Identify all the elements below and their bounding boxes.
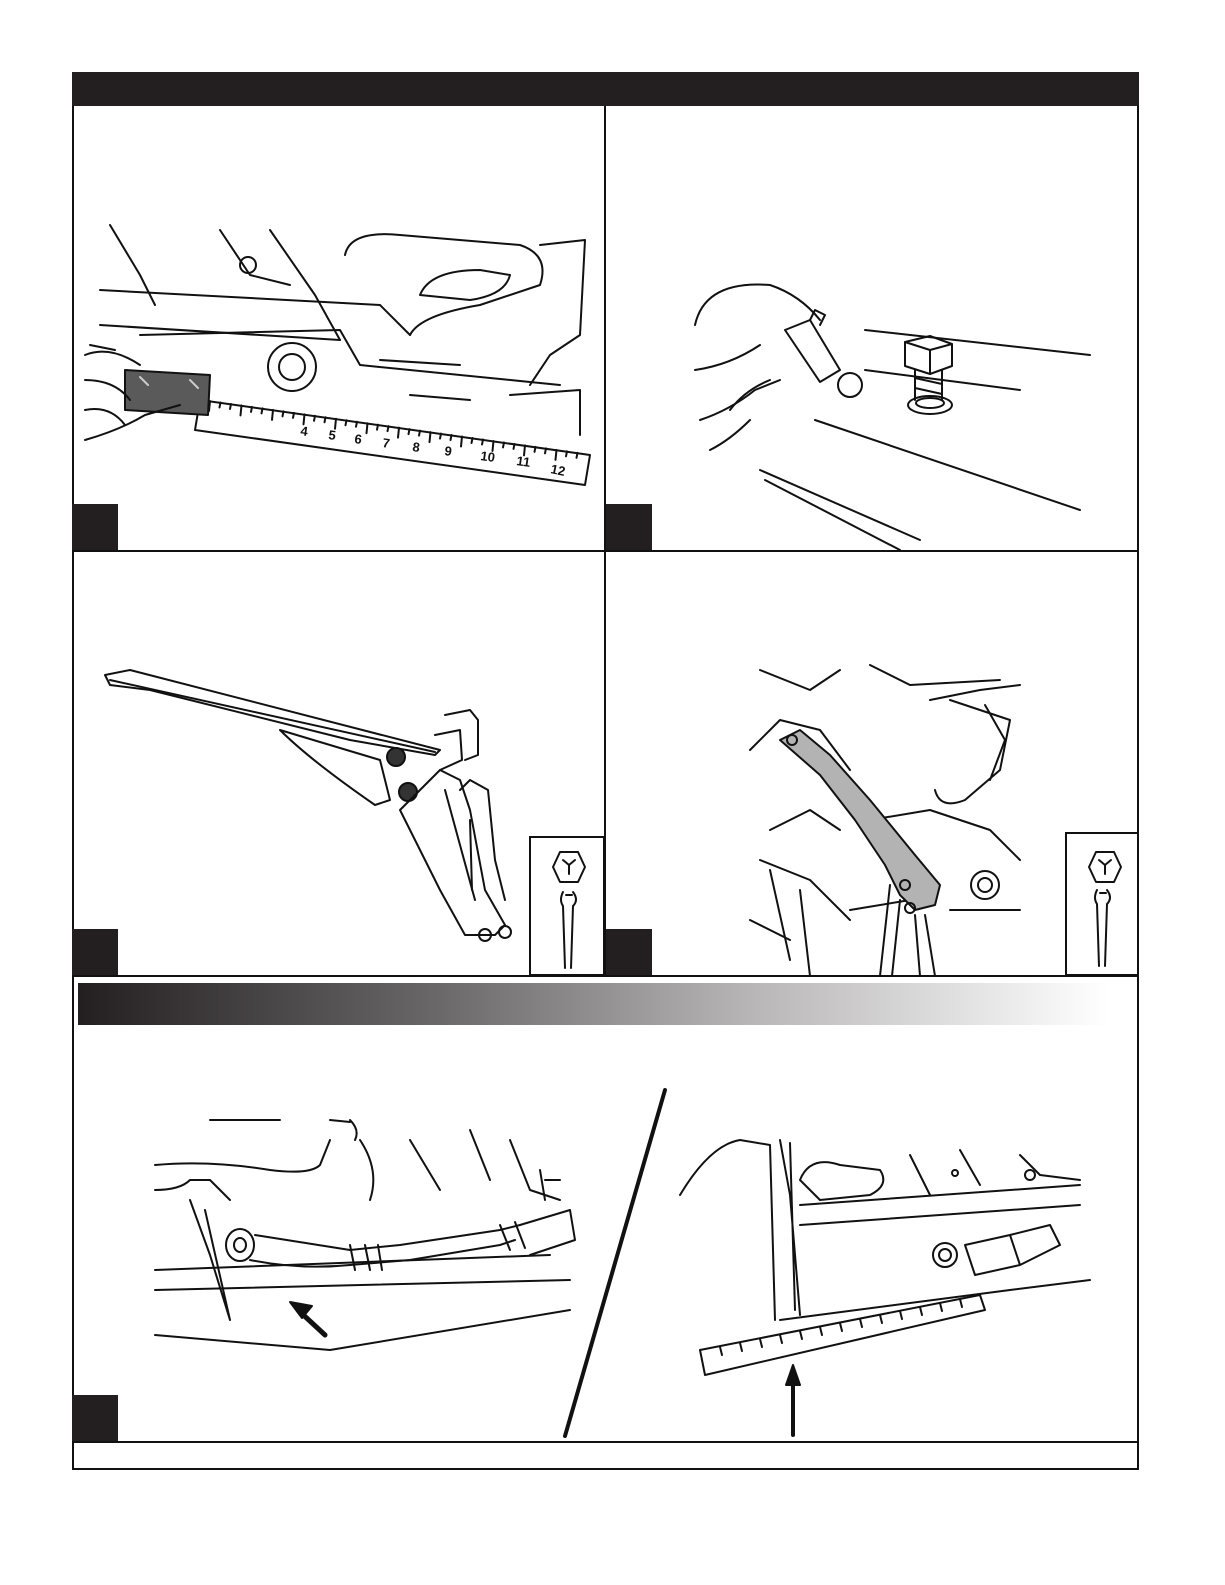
hex-bolt-icon	[1087, 850, 1123, 884]
tape-tick-label: 12	[549, 461, 567, 479]
tape-tick-label: 7	[381, 435, 391, 451]
tape-tick	[220, 402, 221, 407]
tape-tick	[356, 422, 357, 427]
tape-tick	[230, 404, 231, 409]
tape-tick	[472, 438, 473, 443]
tape-tick	[566, 451, 567, 456]
tape-tick	[556, 450, 557, 460]
tape-tick	[293, 413, 294, 418]
tape-tick	[409, 429, 410, 434]
tape-tick	[377, 425, 378, 430]
tape-tick	[272, 410, 273, 420]
tape-tick-label: 9	[443, 443, 453, 459]
tape-tick	[482, 439, 483, 444]
tape-tick	[325, 417, 326, 422]
fastener-illustration	[690, 270, 1100, 550]
step-tab-4	[606, 929, 652, 975]
tape-tick	[241, 405, 242, 415]
row-divider-1	[72, 550, 1139, 552]
brace-assembly-illustration	[100, 660, 530, 950]
tape-tick	[440, 434, 441, 439]
tape-tick-label: 4	[299, 423, 309, 439]
tape-tick	[577, 453, 578, 458]
tape-tick	[388, 426, 389, 431]
tool-legend-box	[1065, 832, 1139, 976]
row-divider-3	[72, 1441, 1139, 1443]
tape-tick-label: 8	[411, 439, 421, 455]
frame-measurement-illustration	[80, 215, 600, 495]
tape-tick	[314, 416, 315, 421]
tape-tick-label: 10	[479, 448, 496, 465]
step-tab-2	[606, 504, 652, 550]
wrench-icon	[1091, 888, 1115, 968]
tape-tick-label: 11	[515, 453, 532, 470]
ruler-ticks	[720, 1299, 962, 1355]
step-tab-5	[72, 1395, 118, 1441]
tape-tick	[398, 428, 399, 438]
tape-tick	[419, 431, 420, 436]
step-tab-1	[72, 504, 118, 550]
hose-illustration	[150, 1110, 580, 1355]
tape-tick-label: 6	[353, 431, 363, 447]
header-bar	[72, 72, 1139, 106]
section-title	[78, 993, 90, 1015]
tape-tick	[545, 448, 546, 453]
tape-tick	[503, 442, 504, 447]
tape-tick	[346, 420, 347, 425]
tape-tick	[283, 411, 284, 416]
hex-bolt-icon	[551, 850, 587, 884]
tool-legend-box	[529, 836, 605, 976]
tape-tick	[535, 447, 536, 452]
tape-tick	[367, 423, 368, 433]
section-bar	[78, 983, 1108, 1025]
tape-tick-label: 5	[327, 427, 337, 443]
ruler-measurement-illustration	[680, 1135, 1100, 1440]
tape-tick	[262, 408, 263, 413]
wrench-icon	[557, 890, 581, 970]
tape-tick	[514, 444, 515, 449]
header-title	[72, 78, 84, 100]
brace-installed-illustration	[750, 660, 1030, 976]
tape-tick	[461, 437, 462, 447]
tape-tick	[451, 435, 452, 440]
tape-tick	[430, 432, 431, 442]
tape-tick	[251, 407, 252, 412]
